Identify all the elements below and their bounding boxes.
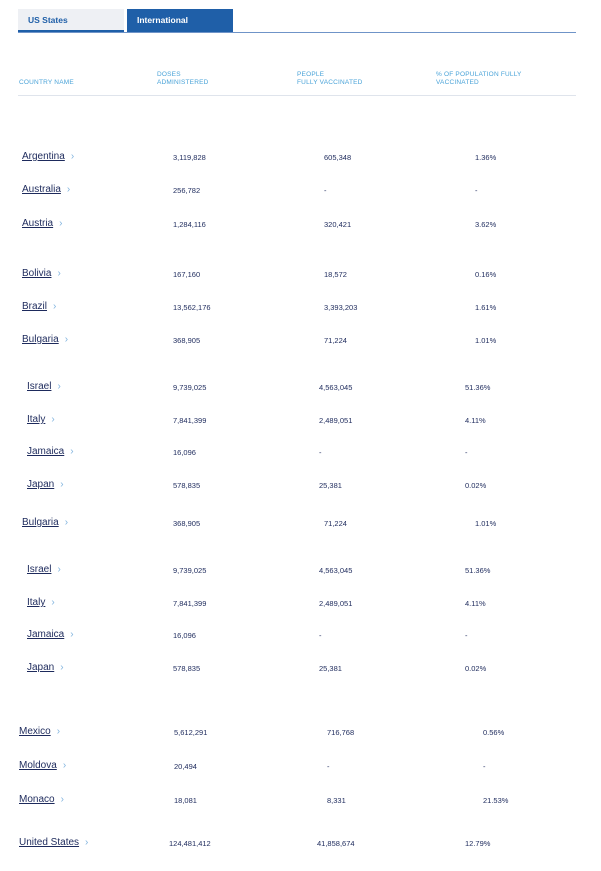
people-fully-vaccinated-cell: 4,563,045 bbox=[319, 566, 353, 575]
country-link[interactable]: Italy bbox=[27, 414, 46, 425]
percent-vaccinated-cell: 51.36% bbox=[465, 383, 491, 392]
country-link[interactable]: Australia bbox=[22, 184, 61, 195]
doses-administered-cell: 7,841,399 bbox=[173, 599, 207, 608]
chevron-right-icon[interactable]: › bbox=[66, 184, 71, 195]
doses-administered-cell: 16,096 bbox=[173, 631, 196, 640]
country-link[interactable]: United States bbox=[19, 837, 80, 848]
table-row bbox=[0, 629, 601, 643]
people-fully-vaccinated-cell: - bbox=[324, 186, 327, 195]
percent-vaccinated-cell: 0.02% bbox=[465, 664, 487, 673]
doses-administered-cell: 9,739,025 bbox=[173, 566, 207, 575]
table-row bbox=[0, 184, 601, 198]
people-fully-vaccinated-cell: 71,224 bbox=[324, 519, 347, 528]
table-row bbox=[0, 597, 601, 611]
table-row bbox=[0, 794, 601, 808]
table-row bbox=[0, 218, 601, 232]
percent-vaccinated-cell: 1.01% bbox=[475, 519, 497, 528]
percent-vaccinated-cell: 4.11% bbox=[465, 599, 486, 608]
chevron-right-icon[interactable]: › bbox=[57, 268, 61, 279]
people-fully-vaccinated-cell: 8,331 bbox=[327, 796, 346, 805]
chevron-right-icon[interactable]: › bbox=[60, 662, 64, 673]
doses-administered-cell: 3,119,828 bbox=[173, 153, 206, 162]
country-link[interactable]: Italy bbox=[27, 597, 46, 608]
doses-administered-cell: 167,160 bbox=[173, 270, 201, 279]
tab-international[interactable]: International bbox=[127, 9, 233, 32]
people-fully-vaccinated-cell: - bbox=[319, 448, 322, 457]
doses-administered-cell: 16,096 bbox=[173, 448, 196, 457]
doses-administered-cell: 124,481,412 bbox=[169, 839, 211, 848]
chevron-right-icon[interactable]: › bbox=[85, 837, 89, 848]
doses-administered-cell: 9,739,025 bbox=[173, 383, 207, 392]
table-row bbox=[0, 268, 601, 282]
country-link[interactable]: Israel bbox=[27, 381, 52, 392]
percent-vaccinated-cell: 1.36% bbox=[475, 153, 497, 162]
table-row bbox=[0, 517, 601, 531]
percent-vaccinated-cell: 4.11% bbox=[465, 416, 486, 425]
country-link[interactable]: Mexico bbox=[19, 726, 51, 737]
header-people-fully-vaccinated: PEOPLE FULLY VACCINATED bbox=[297, 71, 363, 86]
chevron-right-icon[interactable]: › bbox=[57, 564, 61, 575]
table-row bbox=[0, 334, 601, 348]
percent-vaccinated-cell: 0.56% bbox=[483, 728, 505, 737]
country-link[interactable]: Argentina bbox=[22, 151, 65, 162]
tab-bar bbox=[18, 9, 576, 33]
tab-bar-divider bbox=[18, 32, 576, 33]
country-link[interactable]: Brazil bbox=[22, 301, 48, 312]
people-fully-vaccinated-cell: - bbox=[319, 631, 322, 640]
doses-administered-cell: 368,905 bbox=[173, 519, 201, 528]
people-fully-vaccinated-cell: 2,489,051 bbox=[319, 599, 353, 608]
country-link[interactable]: Austria bbox=[22, 218, 54, 229]
people-fully-vaccinated-cell: 18,572 bbox=[324, 270, 347, 279]
table-row bbox=[0, 446, 601, 460]
country-link[interactable]: Jamaica bbox=[27, 446, 65, 457]
percent-vaccinated-cell: 3.62% bbox=[475, 220, 497, 229]
chevron-right-icon[interactable]: › bbox=[60, 479, 64, 490]
percent-vaccinated-cell: 0.16% bbox=[475, 270, 497, 279]
country-link[interactable]: Moldova bbox=[19, 760, 57, 771]
doses-administered-cell: 256,782 bbox=[173, 186, 201, 195]
chevron-right-icon[interactable]: › bbox=[56, 726, 61, 737]
doses-administered-cell: 13,562,176 bbox=[173, 303, 211, 312]
people-fully-vaccinated-cell: 25,381 bbox=[319, 664, 342, 673]
chevron-right-icon[interactable]: › bbox=[53, 301, 57, 312]
chevron-right-icon[interactable]: › bbox=[64, 334, 69, 345]
table-row bbox=[0, 381, 601, 395]
people-fully-vaccinated-cell: 2,489,051 bbox=[319, 416, 353, 425]
people-fully-vaccinated-cell: 71,224 bbox=[324, 336, 347, 345]
chevron-right-icon[interactable]: › bbox=[70, 446, 74, 457]
country-link[interactable]: Bulgaria bbox=[22, 517, 59, 528]
table-row bbox=[0, 726, 601, 740]
doses-administered-cell: 20,494 bbox=[174, 762, 197, 771]
percent-vaccinated-cell: 1.61% bbox=[475, 303, 497, 312]
table-row bbox=[0, 837, 601, 851]
table-header bbox=[18, 69, 576, 96]
country-link[interactable]: Japan bbox=[27, 662, 55, 673]
header-doses-administered: DOSES ADMINISTERED bbox=[157, 71, 209, 86]
percent-vaccinated-cell: - bbox=[475, 186, 478, 195]
table-row bbox=[0, 662, 601, 676]
country-link[interactable]: Monaco bbox=[19, 794, 55, 805]
chevron-right-icon[interactable]: › bbox=[70, 629, 74, 640]
percent-vaccinated-cell: 12.79% bbox=[465, 839, 491, 848]
doses-administered-cell: 5,612,291 bbox=[174, 728, 208, 737]
doses-administered-cell: 1,284,116 bbox=[173, 220, 206, 229]
people-fully-vaccinated-cell: 25,381 bbox=[319, 481, 342, 490]
percent-vaccinated-cell: - bbox=[465, 448, 468, 457]
table-row bbox=[0, 151, 601, 165]
table-row bbox=[0, 760, 601, 774]
people-fully-vaccinated-cell: 3,393,203 bbox=[324, 303, 358, 312]
people-fully-vaccinated-cell: 605,348 bbox=[324, 153, 352, 162]
tab-us-states[interactable]: US States bbox=[18, 9, 124, 32]
table-row bbox=[0, 414, 601, 428]
people-fully-vaccinated-cell: - bbox=[327, 762, 330, 771]
doses-administered-cell: 18,081 bbox=[174, 796, 197, 805]
country-link[interactable]: Israel bbox=[27, 564, 52, 575]
chevron-right-icon[interactable]: › bbox=[60, 794, 64, 805]
table-row bbox=[0, 479, 601, 493]
chevron-right-icon[interactable]: › bbox=[62, 760, 67, 771]
people-fully-vaccinated-cell: 716,768 bbox=[327, 728, 355, 737]
percent-vaccinated-cell: - bbox=[465, 631, 468, 640]
people-fully-vaccinated-cell: 320,421 bbox=[324, 220, 352, 229]
percent-vaccinated-cell: 21.53% bbox=[483, 796, 509, 805]
table-row bbox=[0, 301, 601, 315]
table-row bbox=[0, 564, 601, 578]
doses-administered-cell: 368,905 bbox=[173, 336, 201, 345]
chevron-right-icon[interactable]: › bbox=[51, 597, 55, 608]
header-percent-fully-vaccinated: % OF POPULATION FULLY VACCINATED bbox=[436, 71, 522, 86]
doses-administered-cell: 578,835 bbox=[173, 664, 201, 673]
people-fully-vaccinated-cell: 4,563,045 bbox=[319, 383, 353, 392]
percent-vaccinated-cell: 1.01% bbox=[475, 336, 497, 345]
country-link[interactable]: Bulgaria bbox=[22, 334, 59, 345]
country-link[interactable]: Jamaica bbox=[27, 629, 65, 640]
chevron-right-icon[interactable]: › bbox=[64, 517, 69, 528]
chevron-right-icon[interactable]: › bbox=[51, 414, 55, 425]
chevron-right-icon[interactable]: › bbox=[70, 151, 75, 162]
doses-administered-cell: 578,835 bbox=[173, 481, 201, 490]
country-link[interactable]: Japan bbox=[27, 479, 55, 490]
percent-vaccinated-cell: 0.02% bbox=[465, 481, 487, 490]
header-country-name: COUNTRY NAME bbox=[19, 79, 74, 86]
country-link[interactable]: Bolivia bbox=[22, 268, 52, 279]
people-fully-vaccinated-cell: 41,858,674 bbox=[317, 839, 355, 848]
chevron-right-icon[interactable]: › bbox=[57, 381, 61, 392]
doses-administered-cell: 7,841,399 bbox=[173, 416, 207, 425]
percent-vaccinated-cell: - bbox=[483, 762, 486, 771]
percent-vaccinated-cell: 51.36% bbox=[465, 566, 491, 575]
chevron-right-icon[interactable]: › bbox=[59, 218, 63, 229]
